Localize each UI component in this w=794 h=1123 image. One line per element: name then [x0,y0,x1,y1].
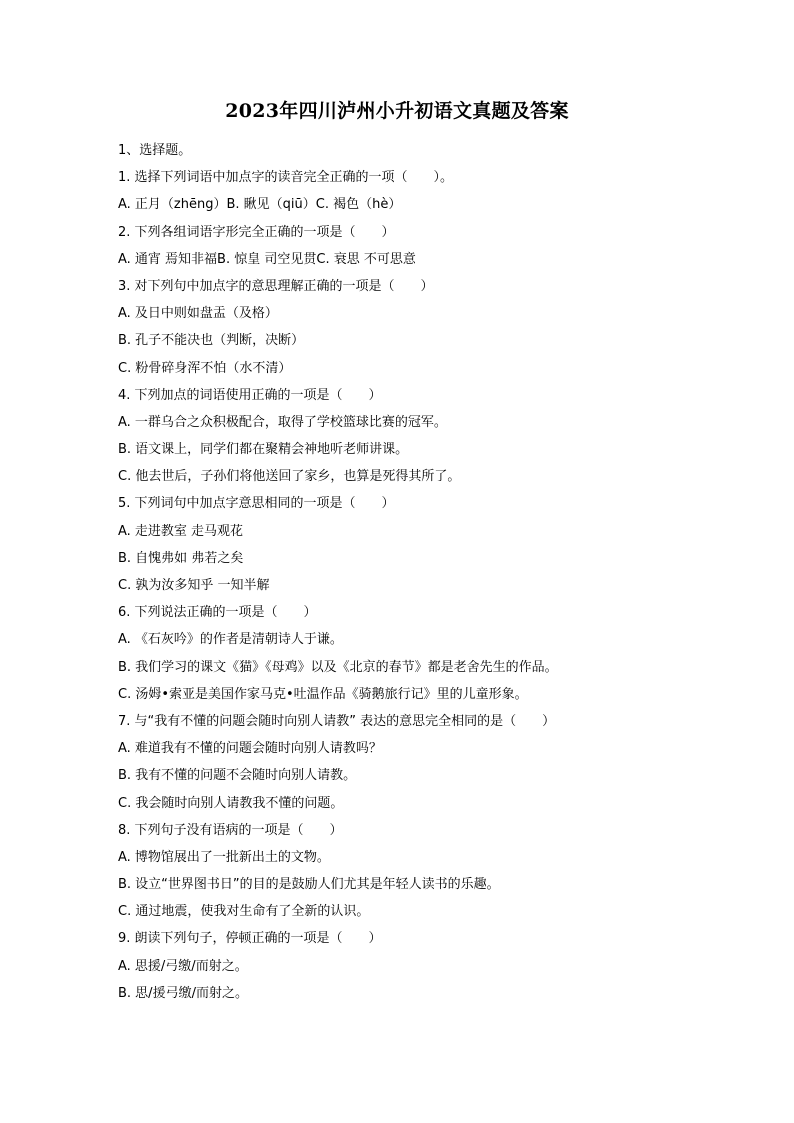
text-line: C. 他去世后，子孙们将他送回了家乡，也算是死得其所了。 [118,469,461,485]
text-line: B. 设立“世界图书日”的目的是鼓励人们尤其是年轻人读书的乐趣。 [118,877,500,893]
text-line: 2. 下列各组词语字形完全正确的一项是（ ） [118,224,395,240]
question-list [118,137,738,1007]
text-line: 8. 下列句子没有语病的一项是（ ） [118,822,343,838]
text-line: A. 通宵 焉知非福B. 惊皇 司空见贯C. 衰思 不可思意 [118,251,416,267]
text-line: 7. 与“我有不懂的问题会随时向别人请教” 表达的意思完全相同的是（ ） [118,713,556,729]
text-line: 4. 下列加点的词语使用正确的一项是（ ） [118,387,382,403]
text-line: A. 难道我有不懂的问题会随时向别人请教吗？ [118,741,382,757]
text-line: B. 孔子不能决也（判断，决断） [118,333,305,349]
text-line: 1、选择题。 [118,143,192,158]
text-line: B. 自愧弗如 弗若之矣 [118,550,244,566]
text-line: A. 及日中则如盘盂（及格） [118,306,278,322]
text-line: A. 一群乌合之众积极配合，取得了学校篮球比赛的冠军。 [118,414,447,430]
text-line: 5. 下列词句中加点字意思相同的一项是（ ） [118,496,395,512]
text-line: A. 走进教室 走马观花 [118,523,244,539]
text-line: 6. 下列说法正确的一项是（ ） [118,605,317,621]
text-line: A. 博物馆展出了一批新出土的文物。 [118,849,330,865]
text-line: A. 思援/弓缴/而射之。 [118,958,248,974]
text-line: C. 粉骨碎身浑不怕（水不清） [118,360,292,376]
text-line: C. 汤姆•索亚是美国作家马克•吐温作品《骑鹅旅行记》里的儿童形象。 [118,686,528,702]
text-line: B. 我们学习的课文《猫》《母鸡》以及《北京的春节》都是老舍先生的作品。 [118,659,558,675]
text-line: B. 语文课上，同学们都在聚精会神地听老师讲课。 [118,442,409,458]
text-line: C. 我会随时向别人请教我不懂的问题。 [118,795,344,811]
text-line: A. 正月（zhēng）B. 瞅见（qiū）C. 褐色（hè） [118,197,402,213]
text-line: A. 《石灰吟》的作者是清朝诗人于谦。 [118,632,343,648]
text-line: 3. 对下列句中加点字的意思理解正确的一项是（ ） [118,278,434,294]
text-line: B. 思/援弓缴/而射之。 [118,985,248,1001]
text-line: C. 通过地震，使我对生命有了全新的认识。 [118,904,370,920]
text-line: 9. 朗读下列句子，停顿正确的一项是（ ） [118,931,382,947]
text-line: C. 孰为汝多知乎 一知半解 [118,578,270,593]
text-line: B. 我有不懂的问题不会随时向别人请教。 [118,768,357,784]
text-line: 1. 选择下列词语中加点字的读音完全正确的一项（ ）。 [118,170,454,186]
page-title: 2023年四川泸州小升初语文真题及答案 [225,100,569,122]
